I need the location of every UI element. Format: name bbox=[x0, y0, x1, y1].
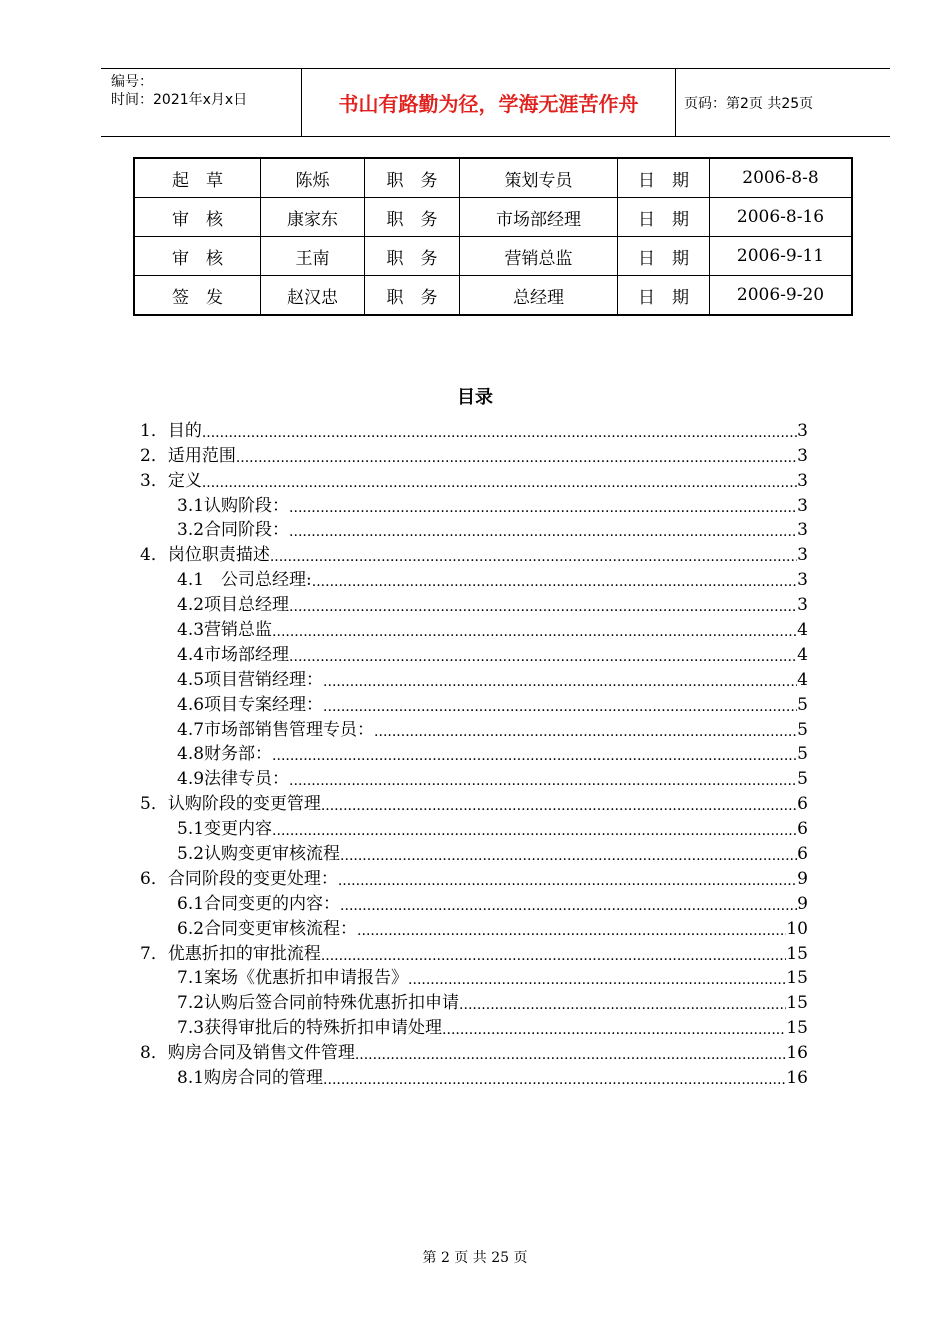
toc-entry[interactable] bbox=[140, 666, 808, 691]
toc-entry-text: 7.2认购后签合同前特殊优惠折扣申请 bbox=[177, 993, 460, 1014]
toc-entry[interactable] bbox=[140, 890, 808, 915]
toc-entry[interactable] bbox=[140, 691, 808, 716]
toc-entry-page: 16 bbox=[786, 1043, 808, 1064]
toc-entry-page: 5 bbox=[797, 694, 808, 715]
toc-entry-page: 6 bbox=[797, 844, 808, 865]
approval-title-label: 职 务 bbox=[365, 198, 460, 237]
approval-row bbox=[134, 276, 852, 316]
toc-entry-page: 5 bbox=[797, 719, 808, 740]
toc-entry[interactable] bbox=[140, 417, 808, 442]
toc-entry[interactable] bbox=[140, 815, 808, 840]
approval-row bbox=[134, 158, 852, 198]
toc-entry[interactable] bbox=[140, 591, 808, 616]
toc-entry-page: 10 bbox=[786, 918, 808, 939]
toc-entry[interactable] bbox=[140, 765, 808, 790]
toc-leader-dots bbox=[272, 822, 797, 840]
toc-entry-text: 8．购房合同及销售文件管理 bbox=[140, 1043, 355, 1064]
toc-entry-page: 15 bbox=[786, 1018, 808, 1039]
toc-entry-page: 4 bbox=[797, 620, 808, 641]
toc-entry-page: 4 bbox=[797, 644, 808, 665]
toc-entry-page: 5 bbox=[797, 744, 808, 765]
toc-entry-page: 3 bbox=[797, 595, 808, 616]
page-header bbox=[101, 68, 890, 137]
toc-entry[interactable] bbox=[140, 566, 808, 591]
toc-entry-page: 3 bbox=[797, 520, 808, 541]
toc-leader-dots bbox=[323, 673, 797, 691]
approval-name: 王南 bbox=[261, 237, 365, 276]
toc-entry-text: 4.3营销总监 bbox=[177, 620, 273, 641]
approval-title-label: 职 务 bbox=[365, 158, 460, 198]
toc-entry-page: 15 bbox=[786, 968, 808, 989]
toc-entry-text: 3．定义 bbox=[140, 470, 202, 491]
toc-leader-dots bbox=[289, 499, 797, 517]
toc-entry[interactable] bbox=[140, 541, 808, 566]
toc-entry[interactable] bbox=[140, 467, 808, 492]
toc-entry[interactable] bbox=[140, 517, 808, 542]
approval-date-label: 日 期 bbox=[618, 198, 710, 237]
toc-entry[interactable] bbox=[140, 989, 808, 1014]
toc-entry[interactable] bbox=[140, 965, 808, 990]
toc-entry[interactable] bbox=[140, 1014, 808, 1039]
toc-leader-dots bbox=[321, 947, 787, 965]
toc-entry-text: 8.1购房合同的管理 bbox=[177, 1068, 324, 1089]
approval-date: 2006-9-20 bbox=[710, 276, 853, 316]
toc-entry-text: 4.6项目专案经理： bbox=[177, 694, 324, 715]
toc-entry-text: 4.1 公司总经理: bbox=[177, 570, 312, 591]
toc-entry-page: 5 bbox=[797, 769, 808, 790]
toc-leader-dots bbox=[357, 922, 786, 940]
toc-entry-text: 7.3获得审批后的特殊折扣申请处理 bbox=[177, 1018, 443, 1039]
toc-entry[interactable] bbox=[140, 940, 808, 965]
approval-date-label: 日 期 bbox=[618, 158, 710, 198]
page-footer: 第 2 页 共 25 页 bbox=[422, 1250, 528, 1266]
toc-entry-text: 1．目的 bbox=[140, 420, 202, 441]
toc-leader-dots bbox=[272, 747, 797, 765]
toc-entry-text: 3.1认购阶段： bbox=[177, 495, 290, 516]
toc-leader-dots bbox=[289, 598, 797, 616]
table-of-contents bbox=[140, 417, 808, 1089]
toc-entry-text: 6．合同阶段的变更处理： bbox=[140, 868, 338, 889]
toc-entry[interactable] bbox=[140, 641, 808, 666]
toc-entry-page: 3 bbox=[797, 545, 808, 566]
toc-leader-dots bbox=[442, 1021, 786, 1039]
approval-row bbox=[134, 237, 852, 276]
toc-leader-dots bbox=[338, 872, 797, 890]
approval-role: 签 发 bbox=[134, 276, 261, 316]
approval-title: 总经理 bbox=[460, 276, 618, 316]
toc-entry[interactable] bbox=[140, 741, 808, 766]
toc-entry-text: 4.7市场部销售管理专员： bbox=[177, 719, 375, 740]
approval-date: 2006-8-8 bbox=[710, 158, 853, 198]
toc-entry[interactable] bbox=[140, 840, 808, 865]
toc-entry-page: 3 bbox=[797, 470, 808, 491]
toc-leader-dots bbox=[459, 996, 786, 1014]
toc-leader-dots bbox=[340, 897, 797, 915]
toc-entry-text: 4.4市场部经理 bbox=[177, 644, 290, 665]
toc-entry-page: 9 bbox=[797, 893, 808, 914]
toc-title: 目录 bbox=[457, 387, 493, 408]
toc-entry-text: 6.1合同变更的内容： bbox=[177, 893, 341, 914]
document-time-label: 时间：2021年x月x日 bbox=[111, 92, 248, 108]
toc-entry-text: 4.9法律专员： bbox=[177, 769, 290, 790]
toc-entry-page: 15 bbox=[786, 943, 808, 964]
toc-entry-text: 6.2合同变更审核流程： bbox=[177, 918, 358, 939]
approval-title: 市场部经理 bbox=[460, 198, 618, 237]
toc-entry-page: 6 bbox=[797, 819, 808, 840]
toc-entry-text: 2．适用范围 bbox=[140, 445, 236, 466]
toc-entry[interactable] bbox=[140, 1039, 808, 1064]
toc-entry[interactable] bbox=[140, 442, 808, 467]
toc-leader-dots bbox=[408, 971, 786, 989]
toc-leader-dots bbox=[289, 772, 797, 790]
toc-entry[interactable] bbox=[140, 616, 808, 641]
toc-entry-text: 5.2认购变更审核流程 bbox=[177, 844, 341, 865]
header-slogan: 书山有路勤为径，学海无涯苦作舟 bbox=[302, 69, 676, 136]
approval-title-label: 职 务 bbox=[365, 237, 460, 276]
header-meta bbox=[101, 69, 302, 136]
approval-date: 2006-8-16 bbox=[710, 198, 853, 237]
toc-leader-dots bbox=[202, 424, 797, 442]
toc-leader-dots bbox=[355, 1046, 787, 1064]
toc-leader-dots bbox=[272, 623, 797, 641]
approval-name: 康家东 bbox=[261, 198, 365, 237]
toc-leader-dots bbox=[312, 573, 797, 591]
approval-role: 审 核 bbox=[134, 198, 261, 237]
toc-entry[interactable] bbox=[140, 915, 808, 940]
toc-entry-text: 3.2合同阶段： bbox=[177, 520, 290, 541]
toc-leader-dots bbox=[270, 548, 797, 566]
toc-entry-text: 7.1案场《优惠折扣申请报告》 bbox=[177, 968, 409, 989]
toc-entry-page: 3 bbox=[797, 495, 808, 516]
toc-entry-page: 6 bbox=[797, 794, 808, 815]
approval-date: 2006-9-11 bbox=[710, 237, 853, 276]
toc-entry-page: 4 bbox=[797, 669, 808, 690]
toc-entry-page: 3 bbox=[797, 445, 808, 466]
approval-title-label: 职 务 bbox=[365, 276, 460, 316]
toc-leader-dots bbox=[321, 797, 797, 815]
toc-leader-dots bbox=[289, 648, 797, 666]
approval-role: 审 核 bbox=[134, 237, 261, 276]
header-page-label: 页码：第2页 共25页 bbox=[684, 96, 814, 112]
approval-name: 陈烁 bbox=[261, 158, 365, 198]
toc-leader-dots bbox=[374, 723, 797, 741]
toc-entry-page: 3 bbox=[797, 420, 808, 441]
toc-entry-page: 9 bbox=[797, 868, 808, 889]
toc-entry[interactable] bbox=[140, 790, 808, 815]
toc-entry-text: 5.1变更内容 bbox=[177, 819, 273, 840]
toc-leader-dots bbox=[323, 698, 797, 716]
toc-entry[interactable] bbox=[140, 716, 808, 741]
toc-entry-page: 3 bbox=[797, 570, 808, 591]
toc-leader-dots bbox=[202, 474, 797, 492]
toc-entry-text: 4.8财务部： bbox=[177, 744, 273, 765]
approval-row bbox=[134, 198, 852, 237]
toc-entry-text: 4.5项目营销经理： bbox=[177, 669, 324, 690]
document-number-label: 编号： bbox=[111, 74, 153, 90]
toc-leader-dots bbox=[340, 847, 797, 865]
toc-entry[interactable] bbox=[140, 492, 808, 517]
toc-entry[interactable] bbox=[140, 1064, 808, 1089]
toc-entry-page: 15 bbox=[786, 993, 808, 1014]
toc-entry[interactable] bbox=[140, 865, 808, 890]
toc-entry-text: 7．优惠折扣的审批流程 bbox=[140, 943, 321, 964]
toc-leader-dots bbox=[289, 523, 797, 541]
approval-name: 赵汉忠 bbox=[261, 276, 365, 316]
approval-role: 起 草 bbox=[134, 158, 261, 198]
toc-entry-text: 5．认购阶段的变更管理 bbox=[140, 794, 321, 815]
toc-entry-text: 4．岗位职责描述 bbox=[140, 545, 270, 566]
toc-entry-page: 16 bbox=[786, 1068, 808, 1089]
approval-table bbox=[133, 157, 853, 316]
toc-leader-dots bbox=[236, 449, 797, 467]
approval-title: 营销总监 bbox=[460, 237, 618, 276]
approval-date-label: 日 期 bbox=[618, 276, 710, 316]
approval-date-label: 日 期 bbox=[618, 237, 710, 276]
toc-leader-dots bbox=[323, 1071, 786, 1089]
approval-title: 策划专员 bbox=[460, 158, 618, 198]
toc-entry-text: 4.2项目总经理 bbox=[177, 595, 290, 616]
